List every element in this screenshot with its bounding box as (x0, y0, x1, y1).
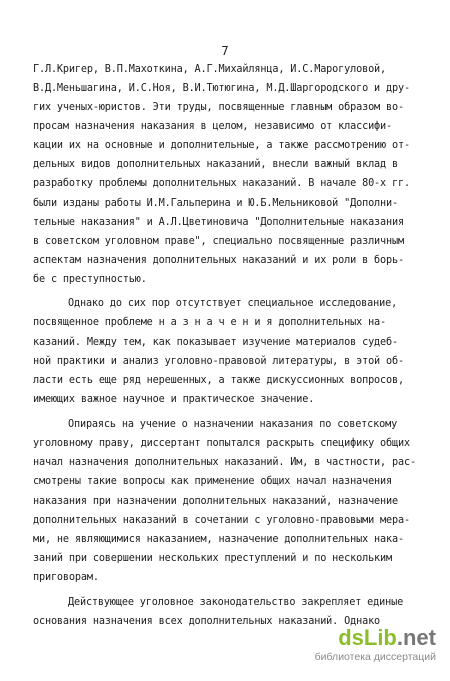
text-line: начал назначения дополнительных наказаний. Им, в частности, рас- (33, 457, 416, 468)
text-line: ной практики и анализ уголовно-правовой литературы, в этой об- (33, 356, 404, 367)
text-line: смотрены такие вопросы как применение общих начал назначения (33, 476, 393, 487)
text-line: посвященное проблеме н а з н а ч е н и я дополнительных на- (33, 317, 387, 328)
site-tagline: библиотека диссертаций (314, 651, 436, 663)
text-line: приговорам. (33, 572, 99, 583)
text-line: бе с преступностью. (33, 274, 147, 285)
logo-main: dsLib (338, 625, 397, 650)
text-line: Опираясь на учение о назначении наказания по советскому (68, 419, 398, 430)
text-line: просам назначения наказания в целом, независимо от классифи- (33, 121, 393, 132)
text-line: в советском уголовном праве", специально посвященные различным (33, 236, 404, 247)
text-line: гих ученых-юристов. Эти труды, посвященные главным образом во- (33, 102, 404, 113)
text-line: Однако до сих пор отсутствует специальное исследование, (68, 298, 398, 309)
text-line: казаний. Между тем, как показывает изучение материалов судеб- (33, 337, 398, 348)
logo-tld: .net (396, 625, 436, 650)
text-line: имеющих важное научное и практическое значение. (33, 394, 315, 405)
text-line: были изданы работы И.М.Гальперина и Ю.Б.Мельниковой "Дополни- (33, 198, 398, 209)
text-line: аспектам назначения дополнительных наказаний и их роли в борь- (33, 255, 404, 266)
text-line: разработку проблемы дополнительных наказаний. В начале 80-х гг. (33, 178, 410, 189)
text-line: дополнительных наказаний в сочетании с уголовно-правовыми мера- (33, 515, 410, 526)
text-line: основания назначения всех дополнительных наказаний. Однако (33, 616, 381, 627)
text-line: уголовному праву, диссертант попытался раскрыть специфику общих (33, 438, 410, 449)
text-line: кации их на основные и дополнительные, а также рассмотрению от- (33, 140, 410, 151)
text-line: Действующее уголовное законодательство закрепляет единые (68, 597, 404, 608)
text-line: Г.Л.Кригер, В.П.Махоткина, А.Г.Михайлянца, И.С.Марогуловой, (33, 64, 387, 75)
text-line: ласти есть еще ряд нерешенных, а также дискуссионных вопросов, (33, 375, 404, 386)
site-logo (315, 627, 436, 649)
text-line: В.Д.Меньшагина, И.С.Ноя, В.И.Тютюгина, М.Д.Шаргородского и дру- (33, 83, 410, 94)
text-line: дельных видов дополнительных наказаний, внесли важный вклад в (33, 159, 398, 170)
page-number: 7 (221, 44, 229, 58)
text-line: заний при совершении нескольких преступлений и по нескольким (33, 553, 393, 564)
text-line: тельные наказания" и А.Л.Цветиновича "Дополнительные наказания (33, 217, 404, 228)
text-line: ми, не являющимися наказанием, назначение дополнительных нака- (33, 534, 404, 545)
text-line: наказания при назначении дополнительных наказаний, назначение (33, 496, 398, 507)
site-watermark (315, 627, 436, 663)
